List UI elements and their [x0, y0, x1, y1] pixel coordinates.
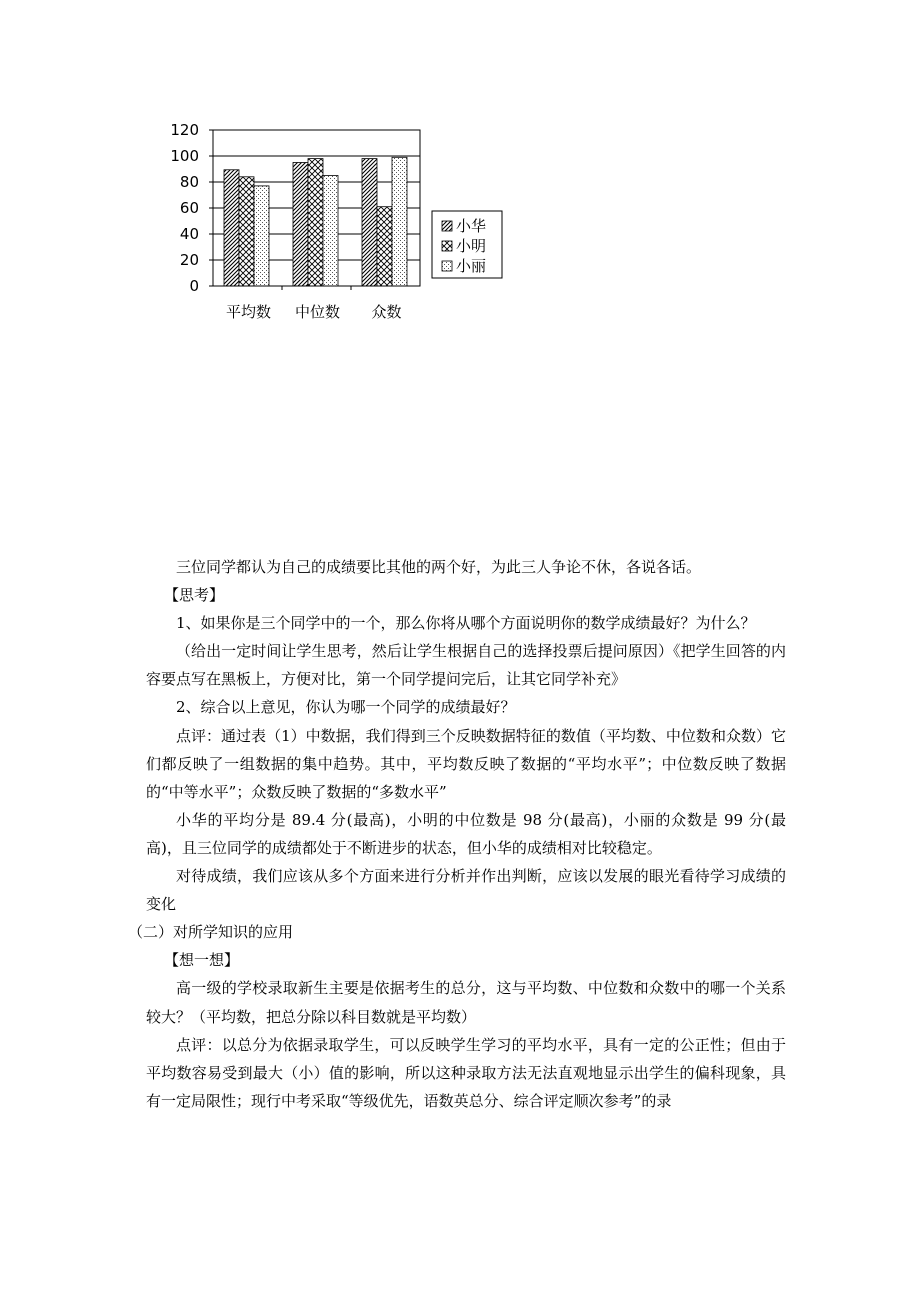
- paragraph: 2、综合以上意见，你认为哪一个同学的成绩最好？: [176, 698, 516, 717]
- x-tick-label: 众数: [371, 303, 402, 321]
- legend-swatch: [442, 221, 452, 231]
- paragraph: 小华的平均分是 89.4 分(最高)，小明的中位数是 98 分(最高)，小丽的众数是 99 分(最高)，且三位同学的成绩都处于不断进步的状态，但小华的成绩相对比较稳定。: [146, 810, 786, 857]
- y-tick-label: 120: [170, 121, 199, 139]
- y-tick-label: 20: [179, 251, 199, 269]
- legend: [432, 211, 502, 278]
- bar-小明-中位数: [308, 159, 323, 286]
- legend-label: 小华: [456, 217, 487, 235]
- bar-小明-众数: [377, 207, 392, 286]
- paragraph: （二）对所学知识的应用: [128, 923, 294, 942]
- bars: [224, 157, 407, 286]
- paragraph: 高一级的学校录取新生主要是依据考生的总分，这与平均数、中位数和众数中的哪一个关系较大？（平均数，把总分除以科目数就是平均数）: [146, 979, 786, 1026]
- y-tick-label: 80: [179, 173, 199, 191]
- bar-小华-平均数: [224, 170, 239, 286]
- legend-swatch: [442, 241, 452, 251]
- paragraph: 【思考】: [164, 586, 225, 605]
- paragraph: 【想一想】: [164, 951, 240, 970]
- legend-label: 小丽: [456, 257, 487, 275]
- bar-小丽-中位数: [323, 176, 338, 287]
- document-body: [128, 553, 786, 1115]
- paragraph: （给出一定时间让学生思考，然后让学生根据自己的选择投票后提问原因）《把学生回答的内容要点写在黑板上，方便对比，第一个同学提问完后，让其它同学补充》: [146, 642, 786, 689]
- paragraph: 1、如果你是三个同学中的一个，那么你将从哪个方面说明你的数学成绩最好？为什么？: [176, 614, 756, 633]
- y-tick-label: 40: [179, 225, 199, 243]
- bar-小华-众数: [362, 159, 377, 286]
- paragraph: 点评：通过表（1）中数据，我们得到三个反映数据特征的数值（平均数、中位数和众数）它们都反映了一组数据的集中趋势。其中，平均数反映了数据的“平均水平”；中位数反映了数据的“中等水平”；众数反映了数据的“多数水平”: [146, 726, 786, 801]
- bar-小明-平均数: [239, 177, 254, 286]
- score-bar-chart: [0, 0, 920, 340]
- legend-swatch: [442, 261, 452, 271]
- x-tick-label: 中位数: [294, 303, 341, 321]
- y-tick-label: 100: [170, 147, 199, 165]
- y-tick-label: 60: [179, 199, 199, 217]
- legend-label: 小明: [456, 237, 487, 255]
- paragraph: 三位同学都认为自己的成绩要比其他的两个好，为此三人争论不休，各说各话。: [176, 558, 702, 576]
- y-tick-label: 0: [189, 277, 199, 295]
- x-tick-label: 平均数: [225, 303, 272, 321]
- bar-小丽-众数: [392, 157, 407, 286]
- bar-小丽-平均数: [254, 186, 269, 286]
- paragraph: 对待成绩，我们应该从多个方面来进行分析并作出判断，应该以发展的眼光看待学习成绩的变化: [146, 867, 786, 914]
- bar-小华-中位数: [293, 163, 308, 287]
- chart-svg: [0, 0, 920, 340]
- paragraph: 点评：以总分为依据录取学生，可以反映学生学习的平均水平，具有一定的公正性；但由于平均数容易受到最大（小）值的影响，所以这种录取方法无法直观地显示出学生的偏科现象，具有一定局限性；现行中考采取“等级优先，语数英总分、综合评定顺次参考”的录: [146, 1035, 786, 1110]
